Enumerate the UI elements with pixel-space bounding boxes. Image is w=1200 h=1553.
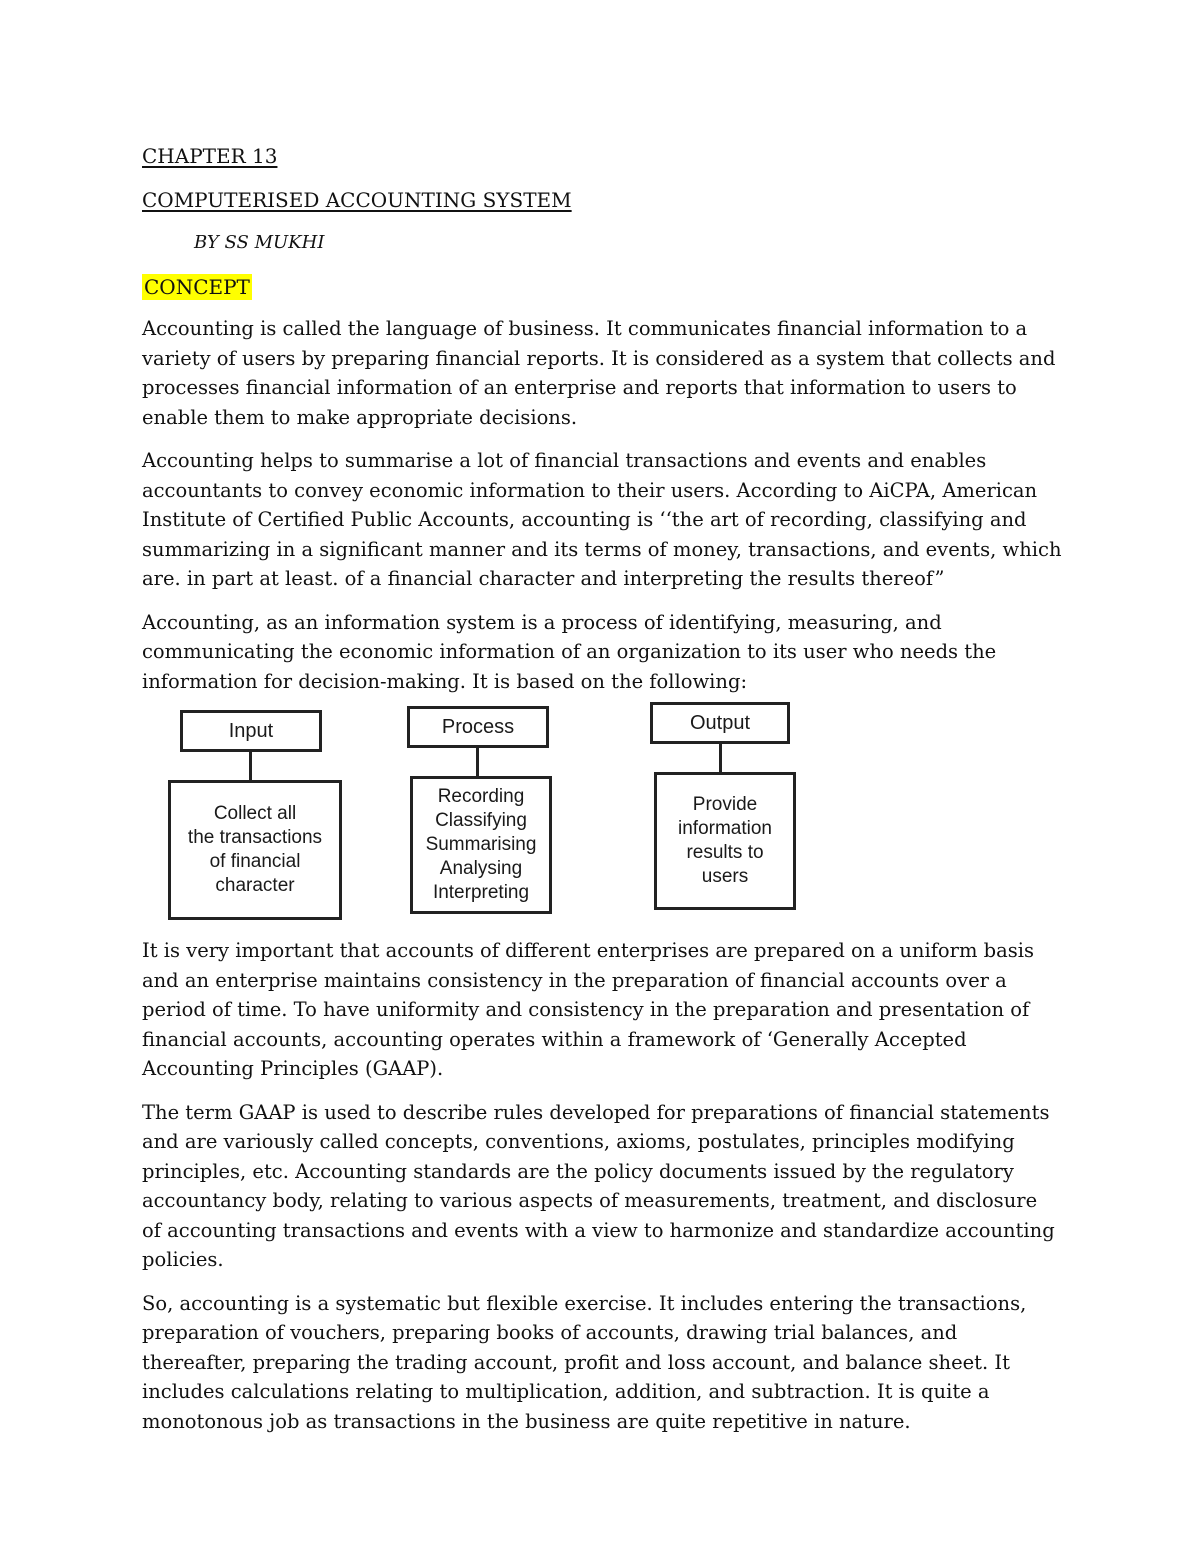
- process-label: Process: [441, 715, 515, 738]
- input-body-box: [168, 780, 342, 920]
- output-line-3: results to: [686, 842, 764, 863]
- section-heading-concept: CONCEPT: [144, 275, 250, 299]
- paragraph-5: The term GAAP is used to describe rules developed for preparations of financial statements and are variously called concepts, conventions, axioms, postulates, principles modifying principles, etc. Accounting standards are the policy documents issued by the regulatory accountancy body, relating to various aspects of measurements, treatment, and disclosure of accounting transactions and events with a view to harmonize and standardize accounting policies.: [142, 1100, 1055, 1271]
- accounting-system-diagram: [142, 702, 1062, 930]
- input-connector: [249, 752, 252, 782]
- input-line-3: of financial: [209, 851, 301, 872]
- input-label: Input: [228, 719, 274, 742]
- document-title: COMPUTERISED ACCOUNTING SYSTEM: [142, 188, 572, 212]
- process-header-box: [407, 706, 549, 748]
- output-line-2: information: [678, 818, 772, 839]
- input-line-4: character: [215, 875, 295, 896]
- process-body-box: [410, 776, 552, 914]
- paragraph-2: Accounting helps to summarise a lot of financial transactions and events and enables accountants to convey economic information to their users. According to AiCPA, American Institute of Certified Public Accounts, accounting is ‘‘the art of recording, classifying and summarizing in a significant manner and its terms of money, transactions, and events, which are. in part at least. of a financial character and interpreting the results thereof”: [142, 449, 1062, 590]
- output-line-4: users: [701, 866, 749, 887]
- output-connector: [719, 744, 722, 774]
- output-body-box: [654, 772, 796, 910]
- output-header-box: [650, 702, 790, 744]
- input-line-2: the transactions: [187, 827, 323, 848]
- output-line-1: Provide: [692, 794, 758, 815]
- process-line-1: Recording: [437, 786, 525, 807]
- author-byline: BY SS MUKHI: [194, 232, 325, 253]
- document-page: [142, 140, 1062, 1450]
- process-line-4: Analysing: [439, 858, 523, 879]
- input-header-box: [180, 710, 322, 752]
- process-connector: [476, 748, 479, 778]
- paragraph-6: So, accounting is a systematic but flexible exercise. It includes entering the transactions, preparation of vouchers, preparing books of accounts, drawing trial balances, and thereafter, preparing the trading account, profit and loss account, and balance sheet. It includes calculations relating to multiplication, addition, and subtraction. It is quite a monotonous job as transactions in the business are quite repetitive in nature.: [142, 1291, 1027, 1433]
- process-line-2: Classifying: [435, 810, 527, 831]
- input-line-1: Collect all: [213, 803, 297, 824]
- paragraph-1: Accounting is called the language of business. It communicates financial information to a variety of users by preparing financial reports. It is considered as a system that collects and processes financial information of an enterprise and reports that information to users to enable them to make appropriate decisions.: [142, 317, 1056, 429]
- paragraph-3: Accounting, as an information system is a process of identifying, measuring, and communicating the economic information of an organization to its user who needs the information for decision-making. It is based on the following:: [142, 610, 997, 693]
- process-line-5: Interpreting: [432, 882, 530, 903]
- output-label: Output: [689, 711, 751, 734]
- chapter-number: CHAPTER 13: [142, 144, 278, 168]
- paragraph-4: It is very important that accounts of different enterprises are prepared on a uniform basis and an enterprise maintains consistency in the preparation of financial accounts over a period of time. To have uniformity and consistency in the preparation and presentation of financial accounts, accounting operates within a framework of ‘Generally Accepted Accounting Principles (GAAP).: [142, 939, 1035, 1080]
- process-line-3: Summarising: [425, 834, 537, 855]
